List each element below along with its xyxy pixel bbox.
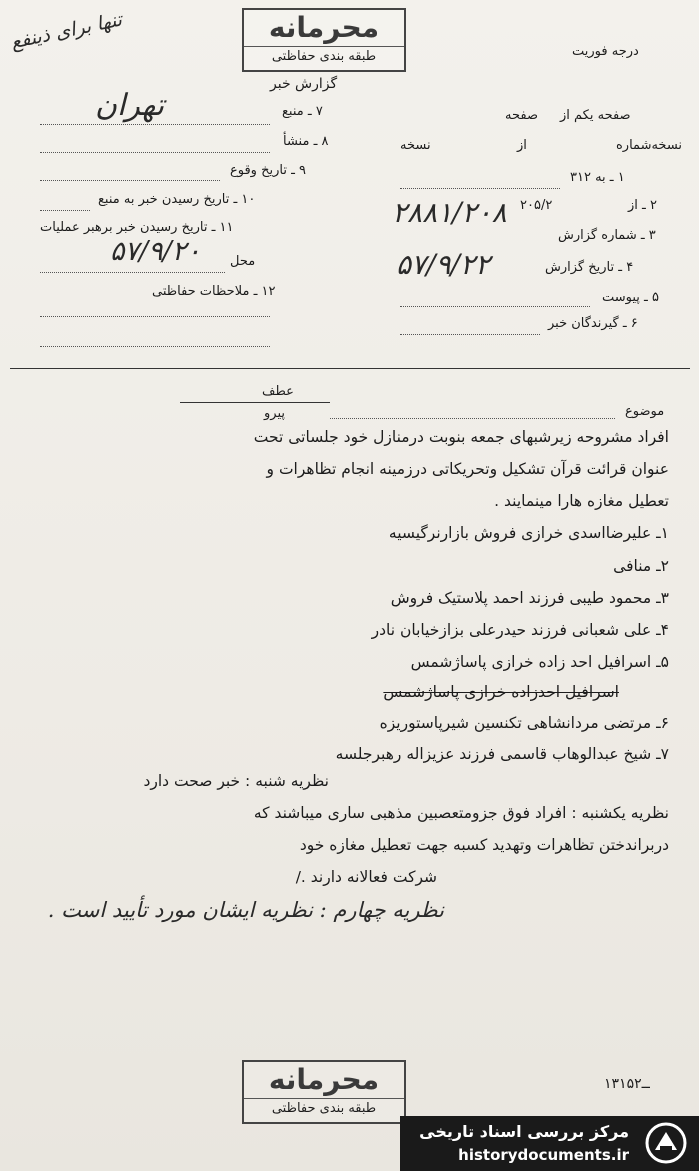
field-report-number: ۳ ـ شماره گزارش (558, 228, 656, 243)
copy-from-label: از (517, 138, 527, 153)
list-item-7: ۷ـ شیخ عبدالوهاب قاسمی فرزند عزیزاله رهبرجلسه (335, 745, 669, 763)
stamp-caption: طبقه بندی حفاظتی (244, 1098, 404, 1119)
divider-line (10, 368, 690, 369)
report-title: گزارش خبر (270, 76, 338, 92)
stamp-word: محرمانه (268, 11, 380, 44)
list-item-4: ۴ـ علی شعبانی فرزند حیدرعلی بزازخیابان نادر (371, 621, 669, 639)
dotted-line (400, 334, 540, 335)
field-from: ۲ ـ از (628, 198, 657, 213)
dotted-line (400, 188, 560, 189)
dotted-line (40, 152, 270, 153)
dotted-line (40, 272, 225, 273)
ref-divider (180, 402, 330, 403)
brand-logo-icon (645, 1122, 687, 1164)
field-received-by-leader: ۱۱ ـ تاریخ رسیدن خبر برهبر عملیات (40, 220, 234, 235)
list-item-5: ۵ـ اسرافیل احد زاده خرازی پاساژشمس (410, 653, 669, 671)
page-label: صفحه یکم از (560, 108, 631, 123)
list-item-6: ۶ـ مرتضی مردانشاهی تکنسین شیرپاستوریزه (379, 714, 669, 732)
ref-peyro-label: پیرو (264, 406, 285, 421)
opinion-sunday-line-2: دربراندختن تظاهرات وتهدید کسبه جهت تعطیل مغازه خود (299, 836, 669, 854)
dotted-line (400, 306, 590, 307)
brand-url: historydocuments.ir (458, 1146, 629, 1164)
brand-watermark (400, 1116, 699, 1171)
top-left-handwriting: تنها برای ذینفع (8, 8, 124, 54)
body-intro-line-1: افراد مشروحه زیرشبهای جمعه بنوبت درمنازل خود جلساتی تحت (253, 428, 669, 446)
dotted-line (40, 316, 270, 317)
stamp-caption: طبقه بندی حفاظتی (244, 46, 404, 67)
field-from-value: ۲۰۵/۲ (520, 198, 553, 213)
dotted-line (40, 210, 90, 211)
page-code: ۱۳۱ــ۵۲ (604, 1076, 650, 1092)
stamp-word: محرمانه (268, 1063, 380, 1096)
subject-dotted-line (330, 418, 615, 419)
ref-atf-label: عطف (262, 384, 294, 399)
body-intro-line-2: عنوان قرائت قرآن تشکیل وتحریکاتی درزمینه انجام تظاهرات و (266, 460, 669, 478)
field-report-date: ۴ ـ تاریخ گزارش (545, 260, 634, 275)
field-recipients: ۶ ـ گیرندگان خبر (548, 316, 638, 331)
brand-name: مرکز بررسی اسناد تاریخی (419, 1122, 629, 1141)
list-item-3: ۳ـ محمود طیبی فرزند احمد پلاستیک فروش (390, 589, 669, 607)
copy-suffix: نسخه (400, 138, 431, 153)
classification-stamp-bottom (242, 1060, 406, 1124)
field-source-value: تهران (95, 88, 165, 123)
opinion-sunday-line-3: شرکت فعالانه دارند ./ (295, 868, 437, 886)
field-to: ۱ ـ به ۳۱۲ (570, 170, 625, 185)
field-origin: ۸ ـ منشأ (283, 134, 329, 149)
handwritten-note: نظریه چهارم : نظریه ایشان مورد تأیید است . (47, 898, 444, 922)
list-item-1: ۱ـ علیرضااسدی خرازی فروش بازارنرگیسیه (388, 524, 669, 542)
opinion-saturday: نظریه شنبه : خبر صحت دارد (143, 772, 329, 790)
list-item-5-struck-duplicate: اسرافیل احدزاده خرازی پاساژشمس (383, 683, 619, 701)
field-received-by-source: ۱۰ ـ تاریخ رسیدن خبر به منبع (98, 192, 256, 207)
opinion-sunday-line-1: نظریه یکشنبه : افراد فوق جزومتعصبین مذهبی ساری میباشند که (253, 804, 669, 822)
field-security-notes: ۱۲ ـ ملاحظات حفاظتی (152, 284, 276, 299)
subject-label: موضوع (625, 404, 665, 419)
dotted-line (40, 180, 220, 181)
field-report-date-value: ۵۷/۹/۲۲ (396, 248, 491, 281)
priority-label: درجه فوریت (572, 44, 639, 59)
field-attachment: ۵ ـ پیوست (602, 290, 659, 305)
field-occurrence-date: ۹ ـ تاریخ وقوع (230, 163, 307, 178)
dotted-line (40, 346, 270, 347)
list-item-2: ۲ـ منافی (613, 557, 669, 575)
field-received-by-leader-value: ۵۷/۹/۲۰ (110, 236, 201, 267)
page-suffix: صفحه (505, 108, 538, 123)
body-intro-line-3: تعطیل مغازه هارا مینمایند . (494, 492, 669, 510)
classification-stamp-top (242, 8, 406, 72)
copy-number-label: نسخه‌شماره (616, 138, 683, 153)
field-report-number-value: ۲۸۸۱/۲۰۸ (392, 196, 507, 229)
dotted-line (40, 124, 270, 125)
field-source: ۷ ـ منبع (282, 104, 323, 119)
field-place-label: محل (230, 254, 256, 269)
